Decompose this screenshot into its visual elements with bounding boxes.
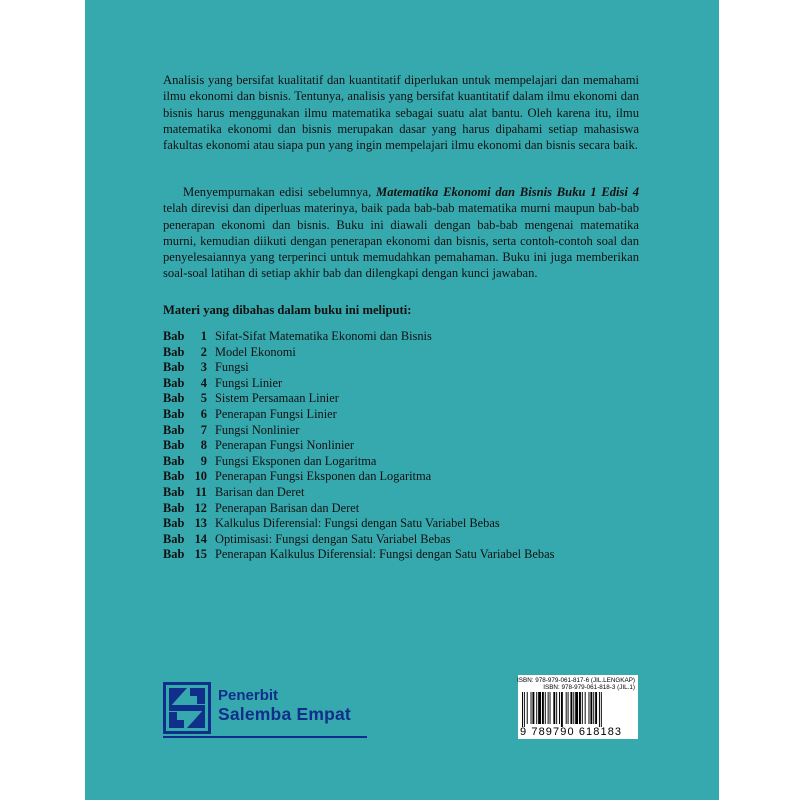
chapter-number: 7 <box>200 422 207 437</box>
chapter-title: Fungsi Linier <box>215 375 283 390</box>
chapter-item <box>163 501 554 517</box>
chapter-prefix: Bab <box>163 391 185 406</box>
chapter-number: 2 <box>200 344 207 359</box>
chapter-item <box>163 516 554 532</box>
salemba-empat-logo-icon <box>163 682 211 734</box>
barcode-bar <box>522 692 523 727</box>
barcode-bar <box>550 692 551 724</box>
chapter-item <box>163 407 554 423</box>
paragraph-2-rest: telah direvisi dan diperluas materinya, baik pada bab-bab matematika murni maupun bab-bab penerapan ekonomi dan bisnis. Buku ini diawali dengan bab-bab mengenai matematika murni, kemudian diikuti dengan penerapan ekonomi dan bisnis, serta contoh-contoh soal dan penyelesaiannya yang terperinci untuk memudahkan pemahaman. Buku ini juga memberikan soal-soal latihan di setiap akhir bab dan dilengkapi dengan kunci jawaban. <box>163 201 639 281</box>
chapter-title: Sifat-Sifat Matematika Ekonomi dan Bisnis <box>215 329 432 343</box>
barcode-bar <box>559 692 560 724</box>
barcode-bar <box>545 692 546 724</box>
chapter-prefix: Bab <box>163 406 185 421</box>
chapter-number: 9 <box>200 453 207 468</box>
barcode-bar <box>556 692 557 724</box>
chapter-title: Kalkulus Diferensial: Fungsi dengan Satu Variabel Bebas <box>215 516 500 531</box>
chapter-title: Penerapan Barisan dan Deret <box>215 500 360 515</box>
chapter-item <box>163 485 554 501</box>
barcode-bar <box>524 692 525 727</box>
chapter-prefix: Bab <box>163 375 185 390</box>
chapter-item <box>163 329 554 345</box>
barcode-bar <box>590 692 592 724</box>
chapter-item <box>163 423 554 439</box>
barcode-bar <box>570 692 572 724</box>
chapter-list <box>163 329 554 563</box>
chapter-prefix: Bab <box>163 531 185 546</box>
materi-heading: Materi yang dibahas dalam buku ini meliputi: <box>163 303 412 317</box>
chapter-item <box>163 454 554 470</box>
barcode-bar <box>589 692 590 724</box>
publisher-label: Penerbit <box>218 687 279 704</box>
chapter-number: 13 <box>194 516 207 531</box>
chapter-prefix: Bab <box>163 438 185 453</box>
intro-paragraph-2 <box>163 184 639 282</box>
book-title: Matematika Ekonomi dan Bisnis Buku 1 Edisi 4 <box>376 185 639 199</box>
chapter-number: 3 <box>200 360 207 375</box>
barcode-bar <box>566 692 567 724</box>
chapter-title: Optimisasi: Fungsi dengan Satu Variabel Bebas <box>215 531 451 546</box>
chapter-item <box>163 532 554 548</box>
chapter-title: Penerapan Fungsi Eksponen dan Logaritma <box>215 469 432 484</box>
barcode-bar <box>601 692 602 727</box>
publisher-name <box>218 688 351 724</box>
chapter-number: 10 <box>194 469 207 484</box>
chapter-prefix: Bab <box>163 329 185 343</box>
chapter-prefix: Bab <box>163 500 185 515</box>
chapter-item <box>163 376 554 392</box>
barcode-digits: 9 789790 618183 <box>520 726 623 738</box>
barcode-bar <box>536 692 537 724</box>
chapter-number: 6 <box>200 406 207 421</box>
chapter-title: Fungsi Nonlinier <box>215 422 300 437</box>
chapter-prefix: Bab <box>163 453 185 468</box>
publisher-underline <box>163 736 367 738</box>
chapter-item <box>163 360 554 376</box>
barcode-bar <box>568 692 569 724</box>
barcode-bar <box>553 692 555 724</box>
isbn-volume-1: ISBN: 978-979-061-818-3 (JIL.1) <box>543 684 635 691</box>
barcode-bar <box>573 692 574 724</box>
chapter-prefix: Bab <box>163 344 185 359</box>
chapter-prefix: Bab <box>163 360 185 375</box>
chapter-number: 14 <box>194 531 207 546</box>
barcode-bar <box>532 692 534 724</box>
chapter-title: Penerapan Fungsi Nonlinier <box>215 438 355 453</box>
chapter-number: 4 <box>200 375 207 390</box>
chapter-title: Barisan dan Deret <box>215 484 305 499</box>
chapter-title: Fungsi <box>215 360 249 375</box>
barcode-bar <box>575 692 578 724</box>
barcode-bar <box>542 692 544 724</box>
chapter-item <box>163 391 554 407</box>
isbn-complete-set: ISBN: 978-979-061-817-6 (JIL.LENGKAP) <box>517 677 635 684</box>
barcode-bar <box>582 692 583 724</box>
chapter-prefix: Bab <box>163 516 185 531</box>
chapter-title: Sistem Persamaan Linier <box>215 391 339 406</box>
barcode-bar <box>561 692 563 727</box>
chapter-number: 15 <box>194 547 207 562</box>
barcode-bar <box>531 692 532 724</box>
barcode-icon <box>518 692 638 727</box>
chapter-item <box>163 469 554 485</box>
chapter-title: Penerapan Kalkulus Diferensial: Fungsi dengan Satu Variabel Bebas <box>215 547 555 562</box>
chapter-number: 12 <box>194 500 207 515</box>
chapter-title: Model Ekonomi <box>215 344 296 359</box>
intro-paragraph-1: Analisis yang bersifat kualitatif dan kuantitatif diperlukan untuk mempelajari dan memahami ilmu ekonomi dan bisnis. Tentunya, analisis yang bersifat kuantitatif dalam ilmu ekonomi dan bisnis harus menggunakan ilmu matematika sebagai suatu alat bantu. Oleh karena itu, ilmu matematika ekonomi dan bisnis merupakan dasar yang harus dipahami setiap mahasiswa fakultas ekonomi atau siapa pun yang ingin mempelajari ilmu ekonomi dan bisnis secara baik. <box>163 73 639 153</box>
barcode-bar <box>593 692 594 724</box>
chapter-item <box>163 547 554 563</box>
barcode-bar <box>599 692 600 727</box>
chapter-item <box>163 345 554 361</box>
barcode-bar <box>595 692 597 724</box>
chapter-prefix: Bab <box>163 469 185 484</box>
barcode-bar <box>585 692 586 724</box>
chapter-title: Fungsi Eksponen dan Logaritma <box>215 453 377 468</box>
chapter-item <box>163 438 554 454</box>
chapter-number: 1 <box>200 329 207 343</box>
barcode-area <box>518 675 638 739</box>
chapter-prefix: Bab <box>163 422 185 437</box>
chapter-number: 8 <box>200 438 207 453</box>
chapter-prefix: Bab <box>163 484 185 499</box>
publisher-brand: Salemba Empat <box>218 704 351 724</box>
chapter-number: 5 <box>200 391 207 406</box>
paragraph-2-lead: Menyempurnakan edisi sebelumnya, <box>183 185 377 199</box>
barcode-bar <box>527 692 528 724</box>
chapter-prefix: Bab <box>163 547 185 562</box>
barcode-bar <box>579 692 581 724</box>
chapter-title: Penerapan Fungsi Linier <box>215 406 337 421</box>
barcode-bar <box>538 692 541 724</box>
chapter-number: 11 <box>195 484 207 499</box>
barcode-bar <box>548 692 549 724</box>
